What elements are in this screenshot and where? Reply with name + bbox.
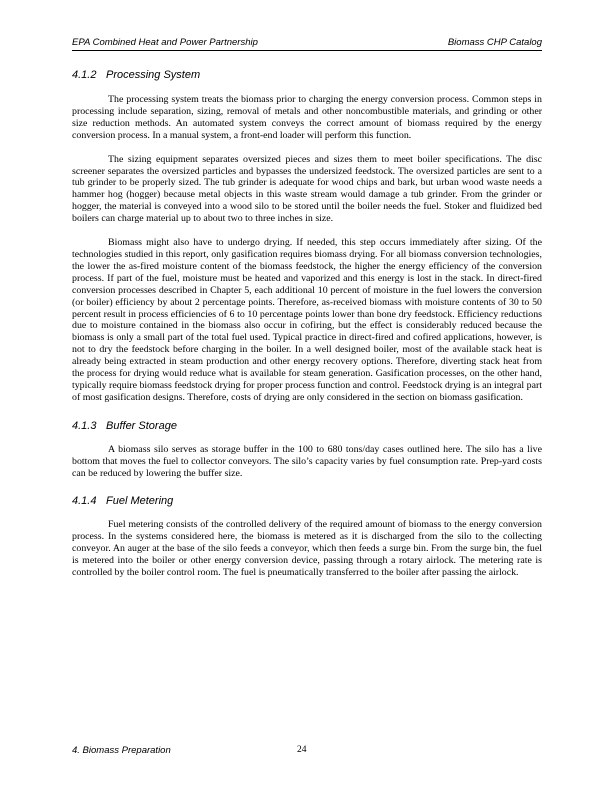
paragraph: Biomass might also have to undergo drying. If needed, this step occurs immediately after sizing. Of the technologies studied in this report, only gasification requires biomass drying. For all biomass conversion technologies, the lower the as-fired moisture content of the biomass feedstock, the higher the energy efficiency of the conversion process. If part of the fuel, moisture must be heated and vaporized and this energy is lost in the stack. In direct-fired conversion processes described in Chapter 5, each additional 10 percent of moisture in the fuel lowers the conversion (or boiler) efficiency by about 2 percentage points. Therefore, as-received biomass with moisture contents of 30 to 50 percent result in process efficiencies of 6 to 10 percentage points lower than bone dry feedstock. Efficiency reductions due to moisture contained in the biomass also occur in cofiring, but the effect is considerably reduced because the biomass is only a small part of the total fuel used. Typical practice in direct-fired and cofired applications, however, is not to dry the feedstock before charging in the boiler. In a well designed boiler, most of the available stack heat is already being extracted in steam production and other energy recovery options. Therefore, diverting stack heat from the process for drying would reduce what is available for steam generation. Gasification processes, on the other hand, typically require biomass feedstock drying for proper process function and control. Feedstock drying is an integral part of most gasification designs. Therefore, costs of drying are only considered in the section on biomass gasification. [72,237,542,403]
section-title: Buffer Storage [106,419,177,432]
section-heading-buffer-storage [72,420,542,432]
page-content [72,69,542,579]
section-number: 4.1.2 [72,69,97,81]
page-header [72,36,542,51]
header-right-text: Biomass CHP Catalog [447,37,542,48]
section-title: Processing System [106,69,201,81]
page-number: 24 [297,745,307,755]
paragraph: Fuel metering consists of the controlled delivery of the required amount of biomass to the energy conversion process. In the systems considered here, the biomass is metered as it is discharged from the silo to the collecting conveyor. An auger at the base of the silo feeds a conveyor, which then feeds a surge bin. From the surge bin, the fuel is metered into the boiler or other energy conversion device, passing through a rotary airlock. The metering rate is controlled by the boiler control room. The fuel is pneumatically transferred to the boiler after passing the airlock. [72,519,542,579]
paragraph: The sizing equipment separates oversized pieces and sizes them to meet boiler specifications. The disc screener separates the oversized particles and bypasses the undersized feedstock. The oversized particles are sent to a tub grinder to be properly sized. The tub grinder is adequate for wood chips and bark, but urban wood waste needs a hammer hog (hogger) because metal objects in this waste stream would damage a tub grinder. From the grinder or hogger, the material is conveyed into a wood silo to be stored until the boiler needs the fuel. Stoker and fluidized bed boilers can charge material up to about two to three inches in size. [72,153,542,225]
header-left-text: EPA Combined Heat and Power Partnership [72,37,258,48]
paragraph: The processing system treats the biomass prior to charging the energy conversion process. Common steps in processing include separation, sizing, removal of metals and other noncombustible materials, and grinding or other size reduction methods. An automated system conveys the correct amount of biomass required by the energy conversion process. In a manual system, a front-end loader will perform this function. [72,94,542,141]
section-number: 4.1.4 [72,495,97,508]
section-heading-fuel-metering [72,495,542,507]
section-heading-processing-system [72,69,542,81]
paragraph: A biomass silo serves as storage buffer in the 100 to 680 tons/day cases outlined here. The silo has a live bottom that moves the fuel to collector conveyors. The silo’s capacity varies by fuel consumption rate. Prep-yard costs can be reduced by lowering the buffer size. [72,443,542,479]
section-title: Fuel Metering [106,495,174,508]
footer-section-label: 4. Biomass Preparation [72,745,171,756]
section-number: 4.1.3 [72,419,97,432]
